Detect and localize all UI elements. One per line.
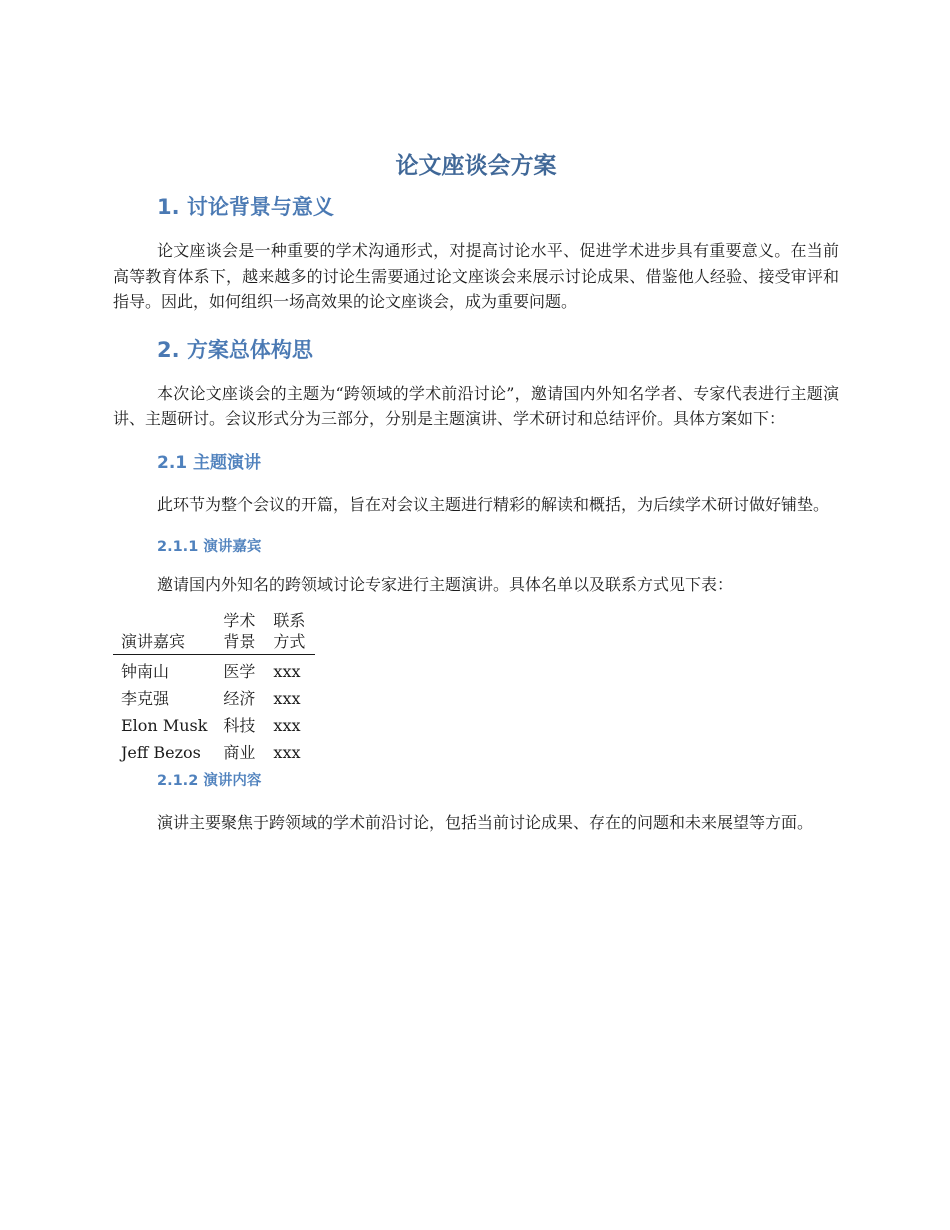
table-row [113,685,315,712]
document-page [113,150,839,835]
table-cell: 科技 [223,715,256,735]
paragraph-speakers: 邀请国内外知名的跨领域讨论专家进行主题演讲。具体名单以及联系方式见下表： [157,575,734,594]
table-cell: 李克强 [121,688,170,708]
table-cell: 经济 [223,688,256,708]
paragraph-keynote: 此环节为整个会议的开篇，旨在对会议主题进行精彩的解读和概括，为后续学术研讨做好铺垫。 [157,494,830,514]
table-row [113,739,315,766]
table-cell: Jeff Bezos [121,742,201,762]
table-cell: xxx [273,688,301,708]
paragraph-overall-plan: 本次论文座谈会的主题为“跨领域的学术前沿讨论”，邀请国内外知名学者、专家代表进行主题演讲、主题研讨。会议形式分为三部分，分别是主题演讲、学术研讨和总结评价。具体方案如下： [113,383,839,428]
document-title: 论文座谈会方案 [395,153,557,179]
heading-keynote: 2.1 主题演讲 [157,452,262,473]
heading-background: 1. 讨论背景与意义 [157,195,334,219]
table-cell: xxx [273,742,301,762]
table-cell: 商业 [223,742,256,762]
table-cell: xxx [273,661,301,681]
table-cell: 医学 [223,661,256,681]
table-header-cell: 联系方式 [265,610,315,655]
heading-overall-plan: 2. 方案总体构思 [157,337,313,362]
paragraph-speech-content: 演讲主要聚焦于跨领域的学术前沿讨论，包括当前讨论成果、存在的问题和未来展望等方面。 [157,812,814,832]
table-cell: 钟南山 [121,661,170,681]
table-header-cell: 演讲嘉宾 [113,610,215,655]
speaker-table [113,610,315,766]
heading-speakers: 2.1.1 演讲嘉宾 [157,539,262,555]
table-header-row [113,610,315,655]
table-row [113,654,315,685]
heading-speech-content: 2.1.2 演讲内容 [157,772,262,789]
table-cell: xxx [273,715,301,735]
table-row [113,712,315,739]
table-cell: Elon Musk [121,715,208,735]
paragraph-background: 论文座谈会是一种重要的学术沟通形式，对提高讨论水平、促进学术进步具有重要意义。在当前高等教育体系下，越来越多的讨论生需要通过论文座谈会来展示讨论成果、借鉴他人经验、接受审评和指导。因此，如何组织一场高效果的论文座谈会，成为重要问题。 [113,241,839,311]
table-header-cell: 学术背景 [215,610,265,655]
